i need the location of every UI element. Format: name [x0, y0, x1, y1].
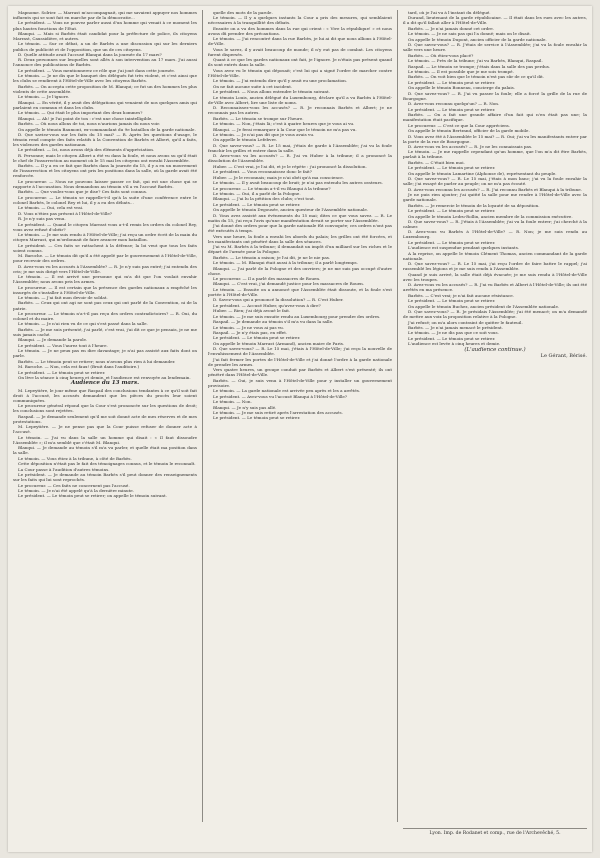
paragraph: Durand, lieutenant de la garde républicaine. — Il était dans les rues avec les autres, il a dit qu'il fallait aller à l'Hôtel-de-Ville. — [403, 15, 587, 26]
paragraph: Le président. — Ces faits se rattachent à la défense; la loi veut que tous les faits soient connus. — [13, 242, 197, 253]
paragraph: Blanqui. — C'est vrai, j'ai demandé justice pour les massacres de Rouen. — [213, 281, 365, 287]
paragraph: Le témoin. — Il est arrivé une personne qui m'a dit que l'on voulait envahir l'Assemblée; nous avons pris les armes. — [13, 274, 197, 285]
paragraph: Barbès. — Je n'ai jamais menacé le président. — [408, 324, 503, 330]
paragraph: Huber. — Rien; j'ai déjà avoué le fait. — [213, 308, 291, 314]
paragraph: D. Vous avez assisté aux événements du 15 mai; dites ce que vous savez. — R. Le matin du 15, j'ai reçu l'avis qu'une manifestation devait se porter sur l'Assemblée. — [208, 212, 392, 223]
paragraph: On appelle le témoin Baumont, ex-commandant du 9e bataillon de la garde nationale. — [18, 126, 196, 132]
paragraph: Le président. — Le témoin peut se retirer. — [408, 165, 496, 171]
paragraph: Le témoin. — Je me suis ensuite rendu au Luxembourg pour prendre des ordres. — [213, 313, 381, 319]
paragraph: Le témoin. — Je ne dis pas que ce soit vous. — [408, 330, 499, 336]
paragraph: Le président. — Le témoin peut se retirer. — [213, 335, 301, 341]
paragraph: Barbès. — On accepta cette proposition de M. Blanqui; ce fut un des hommes les plus violents de cette assemblée. — [13, 83, 197, 94]
paragraph: D. Que savez-vous? — R. Le 15 mai, j'étais à mon banc; j'ai vu la foule envahir la salle; j'ai essayé de parler au peuple; on ne m'a pas écouté. — [403, 176, 587, 187]
paragraph: D. Quelle attitude avait l'accusé Blanqui dans la journée du 17 mars? — [18, 51, 162, 57]
paragraph: Le témoin. — Qui était le plus important des deux hommes? — [18, 110, 143, 116]
column-divider — [202, 10, 203, 822]
paragraph: Le témoin. — Je ne peux pas en dire davantage; je n'ai pas assisté aux faits dont on parle. — [13, 348, 197, 359]
paragraph: Barbès. — C'était bien moi. — [408, 159, 465, 165]
paragraph: Le président. — Ici, nous avons déjà des éléments d'appréciation. — [18, 147, 155, 153]
paragraph: Le président. — Avez-vous vu l'accusé Blanqui à l'Hôtel-de-Ville? — [213, 393, 348, 399]
paragraph: Blanqui. — Je n'y suis pas allé. — [213, 404, 277, 410]
paragraph: Le témoin. — Je l'ignore. — [18, 94, 70, 100]
paragraph: J'ai donné des ordres pour que la garde nationale fût convoquée; ces ordres n'ont pas été exécutés à temps. — [208, 223, 392, 234]
paragraph: Le président. — Le témoin peut se retirer. — [408, 79, 496, 85]
paragraph: Le procureur. — C'est ce que la Cour appréciera. — [408, 122, 510, 128]
paragraph: Le témoin. — Je me rappelle cependant qu'un homme, que l'on m'a dit être Barbès, parlait à la tribune. — [403, 149, 587, 160]
paragraph: D. Avez-vous vu les accusés? — R. Je ne les connaissais pas. — [408, 143, 533, 149]
paragraph: Le président. — Le témoin peut se retirer. — [408, 239, 496, 245]
paragraph: M. Lepeytière, le jour même que Raspail des conclusions tendantes à ce qu'il soit fait droit à l'accusé, les accusés demandent que les pièces du procès leur soient communiquées. — [13, 387, 197, 403]
column-2 — [208, 10, 392, 822]
paragraph: Blanqui. — Je ferai remarquer à la Cour que le témoin ne m'a pas vu. — [213, 126, 357, 132]
paragraph: Le président. — Le témoin peut se retirer; on appelle le témoin suivant. — [18, 493, 168, 499]
paragraph: D. Vous avez été à l'Assemblée le 15 mai? — R. Oui; j'ai vu les manifestants entrer par la porte de la rue de Bourgogne. — [403, 133, 587, 144]
paragraph: Le procureur. — Le témoin a-t-il vu Blanqui à la tribune? — [213, 185, 331, 191]
newspaper-page — [8, 6, 592, 852]
paragraph: Le président. — Vous mentionnerez ce rôle que j'ai joué dans cette journée. — [18, 67, 176, 73]
paragraph: Le témoin. — La garde nationale est arrivée peu après et les a arrêtés. — [213, 388, 361, 394]
paragraph: Blanqui. — Je demande la parole. — [18, 337, 88, 343]
paragraph: D. Que savez-vous? — R. Le 15 mai, j'ai reçu l'ordre de faire battre le rappel; j'ai rassemblé les légions et je me suis rendu à l'Assemblée. — [403, 261, 587, 272]
paragraph: Le président. — Nous allons entendre le témoin suivant. — [213, 89, 330, 95]
paragraph: Raspail. — Je demande au témoin s'il m'a vu dans la salle. — [213, 319, 334, 325]
paragraph: J'ai vu M. Barbès à la tribune; il demandait un impôt d'un milliard sur les riches et le départ de l'armée pour la Pologne. — [208, 244, 392, 255]
paragraph: Quant à ce que les gardes nationaux ont fait, je l'ignore. Je n'étais pas présent quand ils sont entrés dans la salle. — [208, 57, 392, 68]
paragraph: Le président. — Quand le citoyen Marrast vous a-t-il remis les ordres du colonel Rey, vous avez refusé d'obéir? — [13, 221, 197, 232]
paragraph: tard, où je l'ai vu à l'instant du délégué. — [408, 10, 491, 15]
paragraph: Barbès. — On a fait une grande affaire d'un fait qui n'en était pas une; la manifestation était pacifique. — [403, 112, 587, 123]
paragraph: D. Que savez-vous? — R. J'ai vu passer la foule; elle a forcé la grille de la rue de Bourgogne. — [403, 90, 587, 101]
paragraph: Blanqui. — En vérité, il y avait des délégations qui venaient de nos quelques amis qui parlaient en commun et dans les clubs. — [13, 99, 197, 110]
paragraph: Je ne puis rien ajouter; j'ai quitté la salle pour me rendre à l'Hôtel-de-Ville avec la garde nationale. — [403, 192, 587, 203]
paragraph: D. Savez-vous qui a prononcé la dissolution? — R. C'est Huber. — [213, 297, 344, 303]
paragraph: On appelle le témoin Buchez, ancien président de l'Assemblée nationale. — [408, 303, 560, 309]
paragraph: Le procureur. — Nous ne pouvons laisser passer ce fait, qui est une chose qui se rapporte à l'accusation. Nous demandons au témoin s'il a vu l'accusé Barbès. — [13, 178, 197, 189]
paragraph: Barbès. — Le témoin a raison; je l'ai dit, je ne le nie pas. — [213, 254, 331, 260]
paragraph: Le procureur. — Ces faits ne concernent pas l'accusé. — [18, 482, 130, 488]
paragraph: Le procureur. — Le témoin n'a-t-il pas reçu des ordres contradictoires? — R. Oui, du colonel et du maire. — [13, 310, 197, 321]
paragraph: Le témoin. — Il y a quelques instants la Cour a pris des mesures, qui semblaient nécessaires à la tranquillité des débats. — [208, 15, 392, 26]
paragraph: Vous avez vu le témoin qui déposait; c'est lui qui a signé l'ordre de marcher contre l'Hôtel-de-Ville. — [208, 67, 392, 78]
paragraph: Le président. — Le témoin peut se retirer. — [408, 106, 496, 112]
paragraph: M. Lepeytière. — Je ne pense pas que la Cour puisse refuser de donner acte à l'accusé. — [13, 424, 197, 435]
paragraph: Le témoin. — M. Blanqui était aussi à la tribune; il a parlé longtemps. — [213, 260, 358, 266]
paragraph: Barbès. — Le témoin peut se retirer; nous n'avons plus rien à lui demander. — [18, 358, 176, 364]
paragraph: Le témoin. — Oui, il a parlé de la Pologne. — [213, 190, 301, 196]
paragraph: On appelle le témoin Lamartine (Alphonse de), représentant du peuple. — [408, 170, 557, 176]
paragraph: Barbès. — Je n'ai jamais donné cet ordre. — [408, 25, 494, 31]
paragraph: D. Vous n'étiez pas présent à l'Hôtel-de-Ville? — [18, 210, 112, 216]
paragraph: Le président. — Vous reconnaissez donc le fait? — [213, 169, 312, 175]
paragraph: On lève la séance à cinq heures et demie, et l'audience est renvoyée au lendemain. — [18, 375, 191, 381]
paragraph: D. Que saviez-vous sur les faits du 15 mai? — R. Après les questions d'usage, le témoin rend compte des faits relatifs à la Convention de Barbès et Albert, qu'il a faits, les violences des gardes nationaux. — [13, 131, 197, 148]
paragraph: Barbès. — Où nous allons de toi, nous n'aurions jamais du nous voir. — [18, 121, 160, 127]
paragraph: Le procureur général répond que la Cour s'est prononcée sur les questions de droit; les conclusions sont rejetées. — [13, 403, 197, 414]
paragraph: D. Que savez-vous? — R. Le 15 mai, j'étais de garde à l'Assemblée; j'ai vu la foule franchir les grilles et entrer dans la salle. — [208, 142, 392, 153]
paragraph: L'audience est suspendue pendant quelques instants. — [408, 245, 520, 251]
paragraph: L'audience est levée à cinq heures et demie. — [408, 341, 501, 347]
paragraph: Le témoin. — J'ai fait mon devoir de soldat. — [18, 295, 108, 301]
paragraph: On appelle le témoin Bertrand, officier de la garde mobile. — [408, 128, 530, 134]
paragraph: Blanqui. — Je demande au témoin s'il m'a vu parler, et quelle était ma position dans la salle. — [13, 445, 197, 456]
paragraph: Barbès. — On voit bien que le témoin n'est pas sûr de ce qu'il dit. — [408, 74, 545, 80]
paragraph: Barbès. — Le témoin se trompe sur l'heure. — [213, 115, 304, 121]
paragraph: Le témoin Louis, ancien délégué du Luxembourg, déclare qu'il a vu Barbès à l'Hôtel-de-Ville avec Albert, lire une liste de noms. — [208, 94, 392, 105]
paragraph: Le témoin. — Vous étiez à la tribune, à côté de Barbès. — [18, 455, 132, 461]
paragraph: Le témoin. — Je n'ai été appelé qu'à la dernière minute. — [18, 488, 134, 494]
paragraph: Le témoin. — Je n'ai pas dit que je vous avais vu. — [213, 131, 315, 137]
paragraph: D. Avez-vous vu les accusés? — R. J'ai vu Huber à la tribune; il a prononcé la dissolution de l'Assemblée. — [208, 153, 392, 164]
paragraph: Barbès. — C'est vrai; je n'ai fait aucune résistance. — [408, 292, 514, 298]
paragraph: M. Baroche. — Non, cela est faux! (Bruit dans l'auditoire.) — [18, 364, 140, 370]
paragraph: Mapnome. Solrier. — Marrast m'accompagnait, qui me savaient appuyer nos hommes influents qui se sont fait en marche par de la démocratie... — [13, 10, 197, 21]
paragraph: On appelle le témoin Degousée, ancien questeur de l'Assemblée nationale. — [213, 207, 369, 213]
paragraph: Barbès. — Oui, je suis venu à l'Hôtel-de-Ville pour y installer un gouvernement provisoire. — [208, 377, 392, 388]
paragraph: D. Que savez-vous? — R. Je présidais l'Assemblée; j'ai été menacé; on m'a demandé de mettre aux voix la proposition relative à la Pologne. — [403, 309, 587, 320]
paragraph: D. Que savez-vous? — R. Le 15 mai, j'étais à l'Hôtel-de-Ville; j'ai reçu la nouvelle de l'envahissement de l'Assemblée. — [208, 346, 392, 357]
paragraph: Barbès. — Je me suis présenté, j'ai parlé, c'est vrai, j'ai dit ce que je pensais, je ne me suis jamais caché. — [13, 326, 197, 337]
paragraph: Le témoin. — Ensuite on a annoncé que l'Assemblée était dissoute, et la foule s'est portée à l'Hôtel-de-Ville. — [208, 286, 392, 297]
paragraph: D. Avez-vous vu Barbès à l'Hôtel-de-Ville? — R. Non; je me suis rendu au Luxembourg. — [403, 229, 587, 240]
paragraph: Le témoin. — J'ai entendu dire qu'il y avait eu une proclamation. — [213, 78, 348, 84]
paragraph: Barbès. — Que voulez-vous que je dise? Ces faits sont connus. — [18, 189, 148, 195]
paragraph: quelle des mots de la parole. — [213, 10, 273, 15]
paragraph: Le président. — Le témoin peut se retirer. — [408, 335, 496, 341]
paragraph: Vous le savez, il y avait beaucoup de monde; il n'y eut pas de combat. Les citoyens furent dispersés. — [208, 46, 392, 57]
paragraph: Vers une heure, la foule a envahi les abords du palais; les grilles ont été forcées, et les manifestants ont pénétré dans la salle des séances. — [208, 233, 392, 244]
paragraph: D. Avez-vous reconnu quelqu'un? — R. Non. — [408, 101, 500, 107]
paragraph: D. Reconnaissez-vous les accusés? — R. Je reconnais Barbès et Albert; je ne reconnais pas les autres. — [208, 105, 392, 116]
column-1 — [13, 10, 197, 822]
paragraph: La Cour passe à l'audition d'autres témoins. — [18, 466, 110, 472]
paragraph: Blanqui. — Ah! je l'ai point de ton : c'est une chose inintelligible. — [18, 115, 153, 121]
paragraph: Quand je suis arrivé, la salle était déjà évacuée; je me suis rendu à l'Hôtel-de-Ville avec les troupes. — [403, 271, 587, 282]
paragraph: Le témoin. — Je n'ai rien vu de ce qui s'est passé dans la salle. — [18, 321, 148, 327]
paragraph: On ne fait aucune suite à cet incident. — [213, 83, 293, 89]
paragraph: Le président. — Vous ne pouvez parler aussi d'un homme qui venait à ce moment les plus hautes fonctions de l'Etat. — [13, 20, 197, 31]
paragraph: Huber. — C'est vrai, je l'ai dit, et je le répète : j'ai prononcé la dissolution. — [213, 163, 367, 169]
paragraph: On appelle le témoin Ledru-Rollin, ancien membre de la commission exécutive. — [408, 213, 573, 219]
paragraph: Le président. — Le témoin peut se retirer. — [213, 415, 301, 421]
section-heading: Audience du 13 mars. — [70, 380, 140, 387]
paragraph: D. Avez-vous vu les accusés? — R. J'ai vu Barbès et Albert à l'Hôtel-de-Ville; ils ont été arrêtés en ma présence. — [403, 282, 587, 293]
paragraph: Raspail. — Le témoin se trompe; j'étais dans la salle des pas perdus. — [408, 63, 551, 69]
paragraph: J'ai fait fermer les portes de l'Hôtel-de-Ville et j'ai donné l'ordre à la garde nationale de prendre les armes. — [208, 356, 392, 367]
paragraph: Le témoin. — Je ne sais pas qui l'a donné; mais on le disait. — [408, 31, 531, 37]
paragraph: Le témoin. — Je ne dis que le banquet des délégués fut très violent, et c'est ainsi que les clubs se rendirent à l'Hôtel-de-Ville avec les citoyens Barbès. — [13, 73, 197, 84]
paragraph: M. Baroche. — Le témoin dit qu'il a été appelé par le gouvernement à l'Hôtel-de-Ville, pour recevoir des ordres. — [13, 253, 197, 264]
paragraph: Barbès. — Je remercie le témoin de la loyauté de sa déposition. — [408, 202, 540, 208]
paragraph: R. Personne; mais le citoyen Albert a été vu dans la foule, et nous avons su qu'il était le chef de l'insurrection au moment où le 15 mai les citoyens ont envahi l'Assemblée. — [13, 152, 197, 163]
gerant-signature: Le Gérant, Bérisé. — [540, 353, 587, 360]
paragraph: Le témoin. — Non, j'étais là; c'est à quatre heures que je vous ai vu. — [213, 121, 355, 127]
paragraph: R. Deux personnes sur lesquelles sont allés à son intervention au 17 mars. J'ai aussi l'annonce des publications de Barbès. — [13, 57, 197, 68]
paragraph: Blanqui. — J'ai lu la pétition des clubs; c'est tout. — [213, 196, 316, 202]
paragraph: Le président. — Le témoin peut se retirer. — [213, 201, 301, 207]
paragraph: Barbès. — Où étiez-vous placé? — [408, 52, 474, 58]
paragraph: D. Que savez-vous? — R. J'étais de service à l'Assemblée; j'ai vu la foule envahir la salle vers une heure. — [403, 42, 587, 53]
paragraph: Le président. — Vous l'aurez tout à l'heure. — [18, 342, 108, 348]
paragraph: D. Avez-vous vu les accusés à l'Assemblée? — R. Je n'y suis pas entré; j'ai entendu des cris; je me suis dirigé vers l'Hôtel-de-Ville. — [13, 263, 197, 274]
paragraph: A la reprise, on appelle le témoin Clément Thomas, ancien commandant de la garde nationale. — [403, 250, 587, 261]
paragraph: On appelle le témoin Bonneau, concierge du palais. — [408, 85, 516, 91]
column-divider — [397, 10, 398, 822]
paragraph: Le témoin. — Près de la tribune; j'ai vu Barbès, Blanqui, Raspail. — [408, 58, 543, 64]
paragraph: On appelle le témoin Marrast (Armand), ancien maire de Paris. — [213, 340, 345, 346]
paragraph: Blanqui. — Mais si Barbès était candidat pour la préfecture de police, ils citoyens Marrast, Caussidière, et autres. — [13, 30, 197, 42]
paragraph: Le procureur. — Le témoin se rappelle-t-il qu'à la suite d'une conférence entre le colonel Barbès, le colonel Rey et lui, il y a eu des débats... — [13, 194, 197, 205]
paragraph: Le président. — Le témoin peut se retirer. — [408, 208, 496, 214]
column-3 — [403, 10, 587, 822]
paragraph: On appelle le témoin Dupont, ancien officier de la garde nationale. — [408, 36, 547, 42]
paragraph: Barbès. — Il y a en ce fait que Barbès dans la journée du 15, il y a eu un mouvement de l'insurrection et les citoyens ont pris les positions dans la salle, où la garde avait été renforcée. — [13, 163, 197, 179]
paragraph: Blanqui. — J'ai parlé de la Pologne et des ouvriers; je ne me suis pas occupé d'autre chose. — [208, 265, 392, 276]
paragraph: Le témoin. — J'ai rencontré dans la rue Barbès, je lui ai dit que nous allions à l'Hôtel-de-Ville. — [208, 36, 392, 47]
paragraph: Raspail. — Je n'y étais pas, en effet. — [213, 330, 288, 335]
paragraph: Le témoin. — Je me suis retiré après l'arrestation des accusés. — [213, 410, 343, 415]
paragraph: Le président. — Le témoin peut se retirer. — [408, 298, 496, 304]
paragraph: Le témoin. — Il y avait beaucoup de bruit; je n'ai pas entendu les autres orateurs. — [213, 180, 383, 186]
paragraph: Vers quatre heures, un groupe conduit par Barbès et Albert s'est présenté; ils ont pénétré dans l'Hôtel-de-Ville. — [208, 367, 392, 378]
paragraph: Ensuite on a vu des hommes dans la rue qui crient : « Vive la république! » et nous avons dû prendre des précautions. — [208, 25, 392, 36]
paragraph: Le témoin. — Je me suis rendu à l'Hôtel-de-Ville; j'ai reçu un ordre écrit de la main du citoyen Marrast, qui m'ordonnait de faire avancer mon bataillon. — [13, 232, 197, 243]
paragraph: Le témoin. — Je ne vous ai pas vu. — [213, 324, 285, 330]
paragraph: Le témoin. — Il est possible que je me sois trompé. — [408, 69, 514, 75]
continuation-note: (L'audience continue.) — [464, 346, 526, 353]
paragraph: J'ai refusé; on m'a alors contraint de quitter le fauteuil. — [408, 319, 523, 325]
paragraph: R. Je n'y suis pas venu. — [18, 216, 66, 222]
paragraph: Le témoin. — Sur ce débat, a un de Barbès a une discussion qui sur les derniers publics de publicité et de l'opposition, que un de ces citoyens. — [13, 41, 197, 52]
paragraph: Le président. — Je demande au témoin Barbès s'il peut donner des renseignements sur les faits qui lui sont reprochés. — [13, 472, 197, 483]
paragraph: Cette déposition n'était pas le fait des témoignages connus, et le témoin le reconnaît. — [18, 461, 196, 467]
paragraph: Le témoin. — J'ai vu dans la salle un homme qui disait : « Il faut dissoudre l'Assemblée »; il m'a semblé que c'était M. Blanqui. — [13, 434, 197, 445]
paragraph: Barbès. — Ceux qui ont agi ne sont pas ceux qui ont parlé de la Convention, ni de la patrie. — [13, 300, 197, 311]
paragraph: Le président. — Le témoin peut se retirer. — [18, 369, 106, 375]
paragraph: D. Que savez-vous? — R. J'étais à l'Assemblée; j'ai vu la foule entrer; j'ai cherché à la calmer. — [403, 218, 587, 229]
paragraph: Huber. — Je le reconnais; mais je n'ai obéi qu'à ma conscience. — [213, 174, 344, 180]
paragraph: Le témoin. — Non. — [213, 399, 252, 405]
paragraph: On appelle le témoin Lefebvre. — [213, 137, 278, 143]
printer-imprint: Lyon. Imp. de Rodanet et comp., rue de l'Archevêché, 5. — [403, 828, 587, 837]
paragraph: D. Avez-vous reconnu les accusés? — R. J'ai reconnu Barbès et Blanqui à la tribune. — [408, 186, 582, 192]
paragraph: Raspail. — Je demande seulement qu'il me soit donné acte de mes réserves et de mes protestations. — [13, 413, 197, 424]
paragraph: Le procureur. — Il est certain que la présence des gardes nationaux a empêché les insurgés de s'installer à l'Hôtel-de-Ville. — [13, 284, 197, 295]
paragraph: Le témoin. — Oui, cela est vrai. — [18, 205, 84, 211]
paragraph: Le procureur. — Il a parlé des massacres de Rouen. — [213, 276, 321, 282]
paragraph: Le président. — Accusé Huber, qu'avez-vous à dire? — [213, 302, 321, 308]
